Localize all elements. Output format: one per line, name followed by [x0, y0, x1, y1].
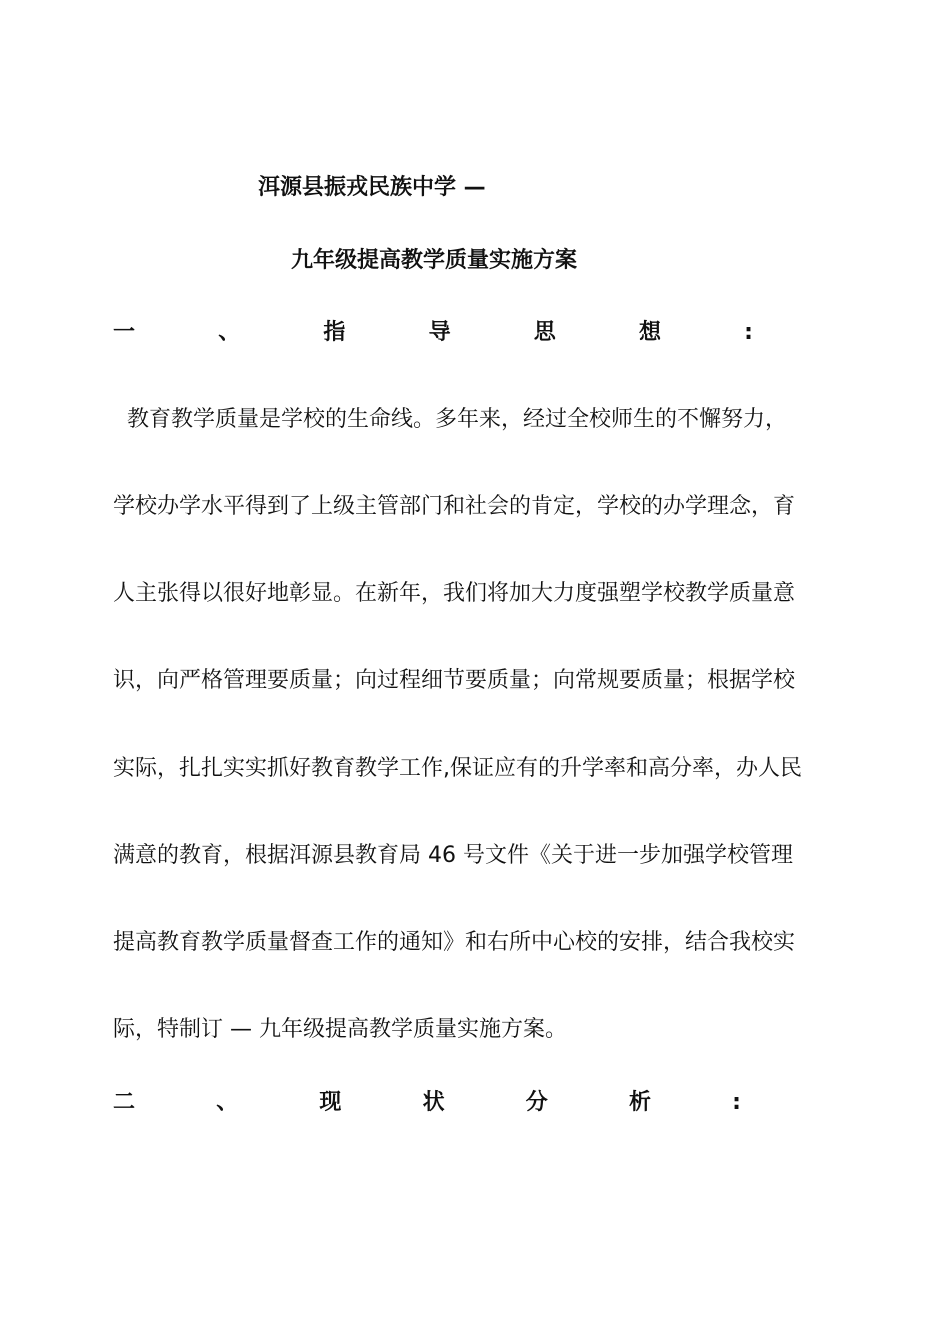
- heading-char: 、: [216, 1090, 239, 1115]
- paragraph-line: 际，特制订 — 九年级提高教学质量实施方案。: [113, 1017, 567, 1042]
- paragraph-line: 实际，扎扎实实抓好教育教学工作,保证应有的升学率和高分率，办人民: [113, 756, 802, 781]
- document-title-line-2: 九年级提高教学质量实施方案: [291, 248, 578, 273]
- heading-char: 导: [428, 320, 451, 345]
- paragraph-line: 人主张得以很好地彰显。在新年，我们将加大力度强塑学校教学质量意: [113, 581, 796, 606]
- heading-char: :: [732, 1090, 741, 1115]
- paragraph-line: 教育教学质量是学校的生命线。多年来，经过全校师生的不懈努力，: [113, 407, 787, 432]
- heading-char: :: [744, 320, 753, 345]
- paragraph-line: 识，向严格管理要质量；向过程细节要质量；向常规要质量；根据学校: [113, 668, 796, 693]
- section-heading-guiding-ideology: [113, 318, 753, 348]
- heading-char: 思: [533, 320, 556, 345]
- heading-char: 想: [638, 320, 661, 345]
- heading-char: 析: [628, 1090, 651, 1115]
- paragraph-line: 满意的教育，根据洱源县教育局 46 号文件《关于进一步加强学校管理: [113, 843, 793, 868]
- heading-char: 、: [218, 320, 241, 345]
- heading-char: 状: [422, 1090, 445, 1115]
- paragraph-line: 学校办学水平得到了上级主管部门和社会的肯定，学校的办学理念，育: [113, 494, 796, 519]
- section-heading-status-analysis: [113, 1088, 741, 1118]
- document-title-line-1: 洱源县振戎民族中学 —: [258, 175, 486, 200]
- paragraph-line: 提高教育教学质量督查工作的通知》和右所中心校的安排，结合我校实: [113, 930, 796, 955]
- heading-char: 指: [323, 320, 346, 345]
- heading-char: 二: [113, 1090, 136, 1115]
- heading-char: 一: [113, 320, 136, 345]
- heading-char: 现: [319, 1090, 342, 1115]
- heading-char: 分: [525, 1090, 548, 1115]
